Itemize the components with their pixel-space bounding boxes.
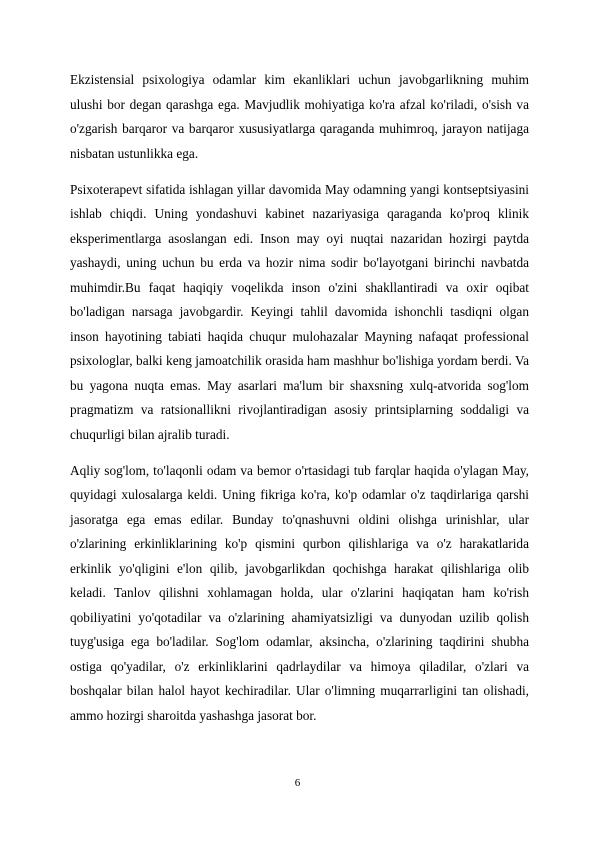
paragraph-1: Ekzistensial psixologiya odamlar kim ekanliklari uchun javobgarlikning muhim ulushi bor degan qarashga ega. Mavjudlik mohiyatiga ko'ra afzal ko'riladi, o'sish va o'zgarish barqaror va barqaror xususiyatlarga qaraganda muhimroq, jarayon natijaga nisbatan ustunlikka ega. [70,72,529,161]
document-page [70,68,529,740]
paragraph-2: Psixoterapevt sifatida ishlagan yillar davomida May odamning yangi kontseptsiyasini ishlab chiqdi. Uning yondashuvi kabinet nazariyasiga qaraganda ko'proq klinik eksperimentlarga asoslangan edi. Inson may oyi nuqtai nazaridan hozirgi paytda yashaydi, uning uchun bu erda va hozir nima sodir bo'layotgani birinchi navbatda muhimdir.Bu faqat haqiqiy voqelikda inson o'zini shakllantiradi va oxir oqibat bo'ladigan narsaga javobgardir. Keyingi tahlil davomida ishonchli tasdiqni olgan inson hayotining tabiati haqida chuqur mulohazalar Mayning nafaqat professional psixologlar, balki keng jamoatchilik orasida ham mashhur bo'lishiga yordam berdi. Va bu yagona nuqta emas. May asarlari ma'lum bir shaxsning xulq-atvorida sog'lom pragmatizm va ratsionallikni rivojlantiradigan asosiy printsiplarning soddaligi va chuqurligi bilan ajralib turadi. [70,181,529,442]
paragraph-3: Aqliy sog'lom, to'laqonli odam va bemor o'rtasidagi tub farqlar haqida o'ylagan May, quyidagi xulosalarga keldi. Uning fikriga ko'ra, ko'p odamlar o'z taqdirlariga qarshi jasoratga ega emas edilar. Bunday to'qnashuvni oldini olishga urinishlar, ular o'zlarining erkinliklarining ko'p qismini qurbon qilishlariga va o'z harakatlarida erkinlik yo'qligini e'lon qilib, javobgarlikdan qochishga harakat qilishlariga olib keladi. Tanlov qilishni xohlamagan holda, ular o'zlarini haqiqatan ham ko'rish qobiliyatini yo'qotadilar va o'zlarining ahamiyatsizligi va dunyodan uzilib qolish tuyg'usiga ega bo'ladilar. Sog'lom odamlar, aksincha, o'zlarining taqdirini shubha ostiga qo'yadilar, o'z erkinliklarini qadrlaydilar va himoya qiladilar, o'zlari va boshqalar bilan halol hayot kechiradilar. Ular o'limning muqarrarligini tan olishadi, ammo hozirgi sharoitda yashashga jasorat bor. [70,462,529,723]
page-number: 6 [294,777,301,789]
